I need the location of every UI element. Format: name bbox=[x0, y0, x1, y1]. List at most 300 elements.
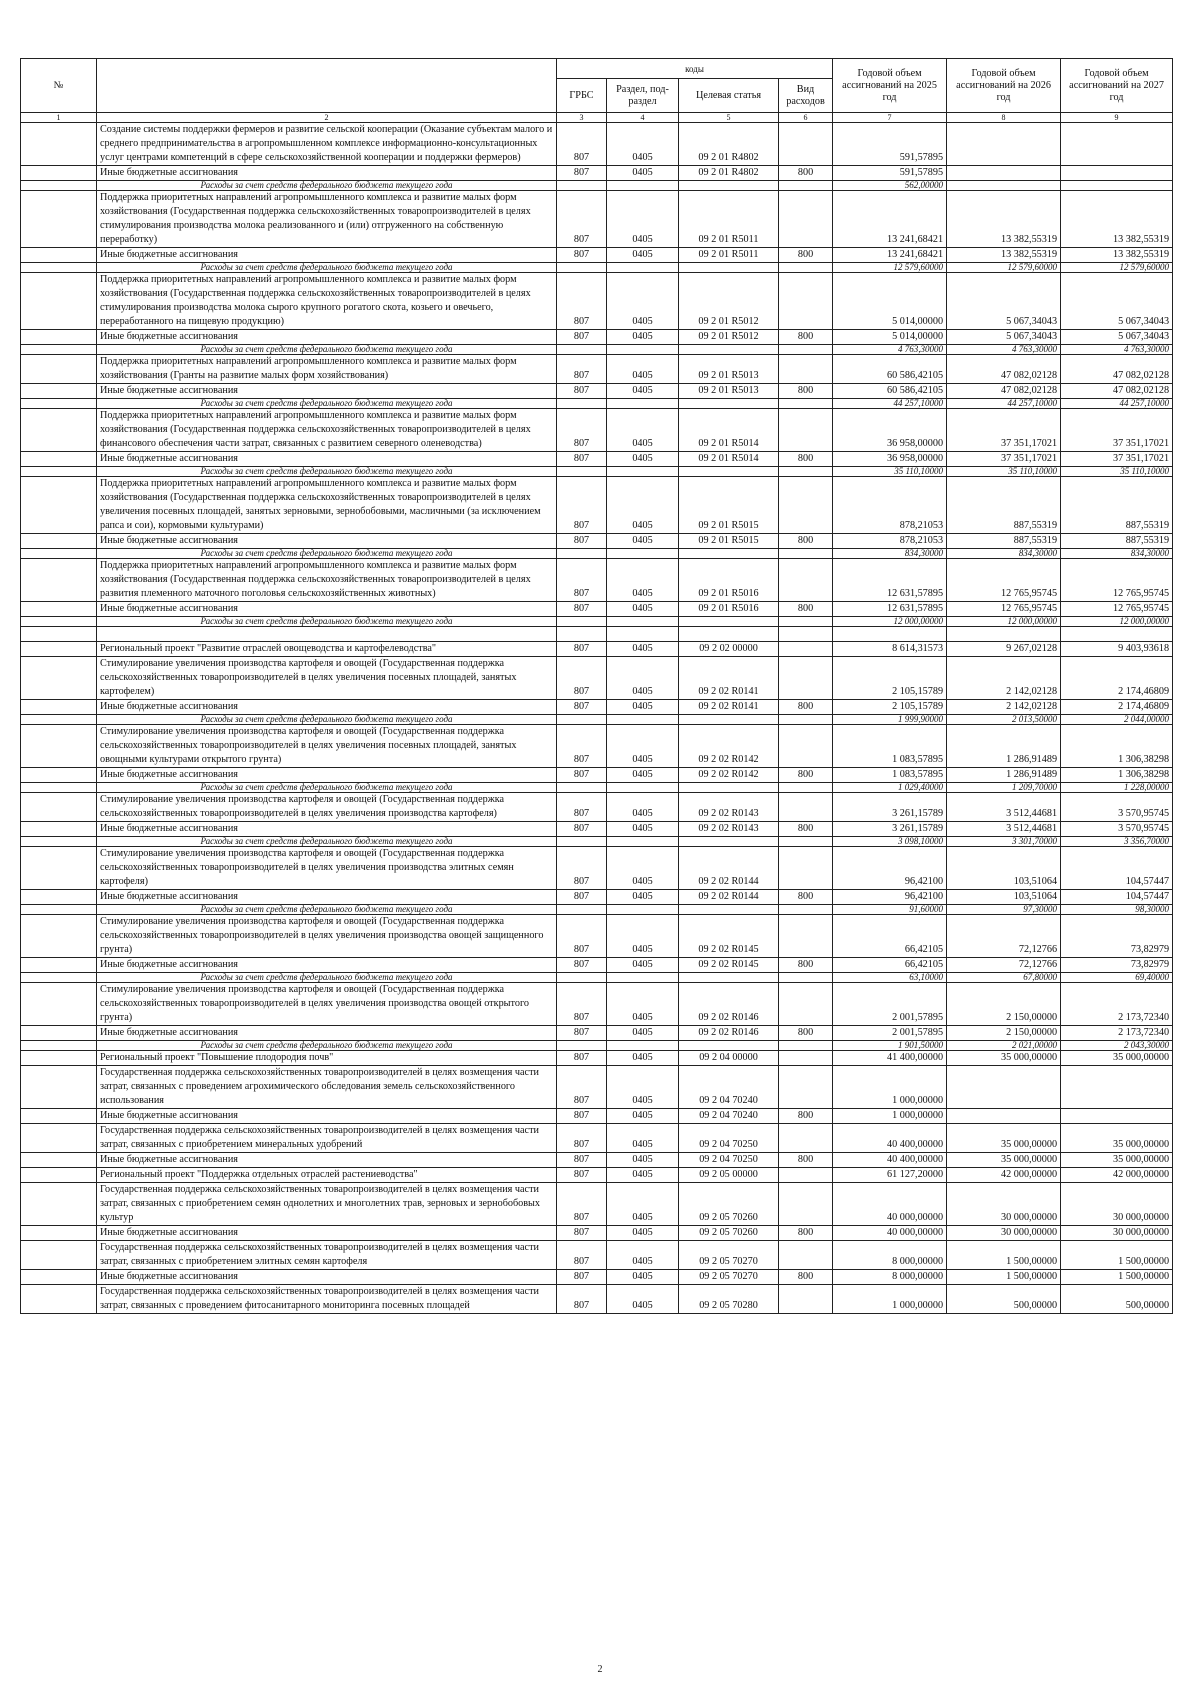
amount-2025: 40 000,00000 bbox=[833, 1183, 947, 1226]
amount-2025: 60 586,42105 bbox=[833, 355, 947, 384]
row-name: Создание системы поддержки фермеров и развитие сельской кооперации (Оказание субъектам малого и среднего предпринимательства в агропромышленном комплексе информационно-консультационных услуг центрами компетенций в сфере сельскохозяйственной кооперации и поддержки фермеров) bbox=[97, 123, 557, 166]
amount-2026: 1 286,91489 bbox=[947, 725, 1061, 768]
row-name: Государственная поддержка сельскохозяйственных товаропроизводителей в целях возмещения части затрат, связанных с проведением фитосанитарного мониторинга посевных площадей bbox=[97, 1285, 557, 1314]
amount-2027: 12 765,95745 bbox=[1061, 602, 1173, 617]
federal-budget-row bbox=[21, 837, 1173, 847]
empty-cell bbox=[779, 973, 833, 983]
row-number-cell bbox=[21, 559, 97, 602]
grbs-code: 807 bbox=[557, 330, 607, 345]
amount-2026: 3 512,44681 bbox=[947, 793, 1061, 822]
amount-2025: 36 958,00000 bbox=[833, 409, 947, 452]
razdel-code: 0405 bbox=[607, 1051, 679, 1066]
amount-2027: 37 351,17021 bbox=[1061, 409, 1173, 452]
row-name: Расходы за счет средств федерального бюджета текущего года bbox=[97, 263, 557, 273]
row-number-cell bbox=[21, 890, 97, 905]
amount-2026: 12 765,95745 bbox=[947, 602, 1061, 617]
budget-assignment-row bbox=[21, 534, 1173, 549]
empty-cell bbox=[779, 617, 833, 627]
amount-2027: 47 082,02128 bbox=[1061, 355, 1173, 384]
row-name: Стимулирование увеличения производства картофеля и овощей (Государственная поддержка сельскохозяйственных товаропроизводителей в целях увеличения производства картофеля) bbox=[97, 793, 557, 822]
expense-type-code: 800 bbox=[779, 768, 833, 783]
row-number-cell bbox=[21, 617, 97, 627]
expense-type-code bbox=[779, 1241, 833, 1270]
amount-2025: 96,42100 bbox=[833, 847, 947, 890]
row-number-cell bbox=[21, 355, 97, 384]
row-number-cell bbox=[21, 847, 97, 890]
amount-2025: 8 000,00000 bbox=[833, 1270, 947, 1285]
budget-item-row bbox=[21, 409, 1173, 452]
amount-2026: 2 021,00000 bbox=[947, 1041, 1061, 1051]
empty-cell bbox=[607, 263, 679, 273]
razdel-code: 0405 bbox=[607, 191, 679, 248]
row-name: Государственная поддержка сельскохозяйственных товаропроизводителей в целях возмещения части затрат, связанных с проведением агрохимического обследования земель сельскохозяйственного использования bbox=[97, 1066, 557, 1109]
amount-2025: 5 014,00000 bbox=[833, 273, 947, 330]
razdel-code: 0405 bbox=[607, 700, 679, 715]
amount-2026: 887,55319 bbox=[947, 477, 1061, 534]
amount-2027: 30 000,00000 bbox=[1061, 1226, 1173, 1241]
budget-item-row bbox=[21, 477, 1173, 534]
federal-budget-row bbox=[21, 1041, 1173, 1051]
amount-2027: 887,55319 bbox=[1061, 477, 1173, 534]
expense-type-code bbox=[779, 559, 833, 602]
row-name: Расходы за счет средств федерального бюджета текущего года bbox=[97, 549, 557, 559]
empty-cell bbox=[679, 715, 779, 725]
amount-2025: 5 014,00000 bbox=[833, 330, 947, 345]
empty-cell bbox=[557, 617, 607, 627]
header-num: № bbox=[21, 59, 97, 113]
column-number: 3 bbox=[557, 113, 607, 123]
row-number-cell bbox=[21, 905, 97, 915]
grbs-code: 807 bbox=[557, 477, 607, 534]
budget-allocation-table bbox=[20, 58, 1173, 1314]
expense-type-code bbox=[779, 1051, 833, 1066]
empty-cell bbox=[779, 837, 833, 847]
header-vid: Вид расходов bbox=[779, 79, 833, 113]
expense-type-code bbox=[779, 1168, 833, 1183]
federal-budget-row bbox=[21, 467, 1173, 477]
target-article-code: 09 2 01 R4802 bbox=[679, 123, 779, 166]
row-name: Иные бюджетные ассигнования bbox=[97, 1270, 557, 1285]
amount-2027: 37 351,17021 bbox=[1061, 452, 1173, 467]
empty-cell bbox=[779, 549, 833, 559]
empty-cell bbox=[779, 627, 833, 642]
budget-item-row bbox=[21, 1285, 1173, 1314]
empty-cell bbox=[557, 715, 607, 725]
row-name: Расходы за счет средств федерального бюджета текущего года bbox=[97, 345, 557, 355]
razdel-code: 0405 bbox=[607, 166, 679, 181]
column-number: 2 bbox=[97, 113, 557, 123]
target-article-code: 09 2 01 R5012 bbox=[679, 330, 779, 345]
razdel-code: 0405 bbox=[607, 452, 679, 467]
razdel-code: 0405 bbox=[607, 793, 679, 822]
empty-cell bbox=[607, 973, 679, 983]
razdel-code: 0405 bbox=[607, 559, 679, 602]
empty-cell bbox=[679, 467, 779, 477]
empty-cell bbox=[557, 263, 607, 273]
target-article-code: 09 2 02 R0141 bbox=[679, 700, 779, 715]
grbs-code: 807 bbox=[557, 1109, 607, 1124]
empty-cell bbox=[557, 973, 607, 983]
empty-cell bbox=[679, 617, 779, 627]
razdel-code: 0405 bbox=[607, 248, 679, 263]
row-name: Иные бюджетные ассигнования bbox=[97, 534, 557, 549]
row-name: Иные бюджетные ассигнования bbox=[97, 384, 557, 399]
row-name: Поддержка приоритетных направлений агропромышленного комплекса и развитие малых форм хозяйствования (Государственная поддержка сельскохозяйственных товаропроизводителей в целях развития племенного маточного поголовья сельскохозяйственных животных) bbox=[97, 559, 557, 602]
grbs-code: 807 bbox=[557, 1051, 607, 1066]
budget-assignment-row bbox=[21, 1226, 1173, 1241]
budget-assignment-row bbox=[21, 166, 1173, 181]
budget-item-row bbox=[21, 1051, 1173, 1066]
amount-2027: 12 765,95745 bbox=[1061, 559, 1173, 602]
row-number-cell bbox=[21, 1226, 97, 1241]
row-name: Государственная поддержка сельскохозяйственных товаропроизводителей в целях возмещения части затрат, связанных с приобретением минеральных удобрений bbox=[97, 1124, 557, 1153]
grbs-code: 807 bbox=[557, 1066, 607, 1109]
razdel-code: 0405 bbox=[607, 1124, 679, 1153]
amount-2027: 104,57447 bbox=[1061, 890, 1173, 905]
razdel-code: 0405 bbox=[607, 384, 679, 399]
row-number-cell bbox=[21, 1153, 97, 1168]
amount-2026: 35 000,00000 bbox=[947, 1124, 1061, 1153]
budget-assignment-row bbox=[21, 330, 1173, 345]
budget-item-row bbox=[21, 642, 1173, 657]
amount-2026: 72,12766 bbox=[947, 915, 1061, 958]
target-article-code: 09 2 02 R0143 bbox=[679, 793, 779, 822]
amount-2026: 9 267,02128 bbox=[947, 642, 1061, 657]
amount-2025: 1 901,50000 bbox=[833, 1041, 947, 1051]
column-number: 4 bbox=[607, 113, 679, 123]
grbs-code: 807 bbox=[557, 1241, 607, 1270]
expense-type-code: 800 bbox=[779, 452, 833, 467]
amount-2026: 12 579,60000 bbox=[947, 263, 1061, 273]
federal-budget-row bbox=[21, 345, 1173, 355]
amount-2026: 103,51064 bbox=[947, 847, 1061, 890]
amount-2025: 12 000,00000 bbox=[833, 617, 947, 627]
row-name: Иные бюджетные ассигнования bbox=[97, 890, 557, 905]
target-article-code: 09 2 01 R5011 bbox=[679, 191, 779, 248]
amount-2026: 1 500,00000 bbox=[947, 1270, 1061, 1285]
empty-cell bbox=[679, 783, 779, 793]
amount-2027: 2 174,46809 bbox=[1061, 700, 1173, 715]
target-article-code: 09 2 02 R0144 bbox=[679, 890, 779, 905]
target-article-code: 09 2 01 R5012 bbox=[679, 273, 779, 330]
empty-cell bbox=[607, 181, 679, 191]
row-number-cell bbox=[21, 1124, 97, 1153]
grbs-code: 807 bbox=[557, 1183, 607, 1226]
grbs-code: 807 bbox=[557, 1285, 607, 1314]
row-name: Расходы за счет средств федерального бюджета текущего года bbox=[97, 905, 557, 915]
amount-2025: 4 763,30000 bbox=[833, 345, 947, 355]
amount-2026: 834,30000 bbox=[947, 549, 1061, 559]
grbs-code: 807 bbox=[557, 983, 607, 1026]
amount-2025: 3 261,15789 bbox=[833, 793, 947, 822]
row-name: Иные бюджетные ассигнования bbox=[97, 602, 557, 617]
row-number-cell bbox=[21, 191, 97, 248]
amount-2025: 2 105,15789 bbox=[833, 700, 947, 715]
row-number-cell bbox=[21, 181, 97, 191]
razdel-code: 0405 bbox=[607, 1226, 679, 1241]
razdel-code: 0405 bbox=[607, 330, 679, 345]
amount-2026: 97,30000 bbox=[947, 905, 1061, 915]
amount-2027: 35 000,00000 bbox=[1061, 1124, 1173, 1153]
amount-2025: 834,30000 bbox=[833, 549, 947, 559]
amount-2027: 834,30000 bbox=[1061, 549, 1173, 559]
amount-2026: 35 000,00000 bbox=[947, 1051, 1061, 1066]
empty-cell bbox=[607, 399, 679, 409]
grbs-code: 807 bbox=[557, 1226, 607, 1241]
page-number: 2 bbox=[597, 1664, 603, 1675]
razdel-code: 0405 bbox=[607, 768, 679, 783]
amount-2027 bbox=[1061, 123, 1173, 166]
grbs-code: 807 bbox=[557, 958, 607, 973]
row-name: Иные бюджетные ассигнования bbox=[97, 1153, 557, 1168]
target-article-code: 09 2 05 70270 bbox=[679, 1270, 779, 1285]
grbs-code: 807 bbox=[557, 409, 607, 452]
target-article-code: 09 2 01 R5013 bbox=[679, 355, 779, 384]
row-name: Стимулирование увеличения производства картофеля и овощей (Государственная поддержка сельскохозяйственных товаропроизводителей в целях увеличения производства овощей открытого грунта) bbox=[97, 983, 557, 1026]
expense-type-code bbox=[779, 191, 833, 248]
expense-type-code bbox=[779, 847, 833, 890]
expense-type-code: 800 bbox=[779, 1153, 833, 1168]
row-number-cell bbox=[21, 983, 97, 1026]
header-tselevaya: Целевая статья bbox=[679, 79, 779, 113]
razdel-code: 0405 bbox=[607, 657, 679, 700]
federal-budget-row bbox=[21, 263, 1173, 273]
row-name: Иные бюджетные ассигнования bbox=[97, 768, 557, 783]
amount-2026: 67,80000 bbox=[947, 973, 1061, 983]
empty-cell bbox=[679, 973, 779, 983]
razdel-code: 0405 bbox=[607, 1241, 679, 1270]
target-article-code: 09 2 04 70250 bbox=[679, 1153, 779, 1168]
federal-budget-row bbox=[21, 399, 1173, 409]
amount-2025: 3 098,10000 bbox=[833, 837, 947, 847]
amount-2025: 1 083,57895 bbox=[833, 725, 947, 768]
table-header bbox=[21, 59, 1173, 123]
empty-cell bbox=[833, 627, 947, 642]
federal-budget-row bbox=[21, 715, 1173, 725]
budget-assignment-row bbox=[21, 768, 1173, 783]
amount-2027: 47 082,02128 bbox=[1061, 384, 1173, 399]
expense-type-code: 800 bbox=[779, 534, 833, 549]
row-number-cell bbox=[21, 700, 97, 715]
amount-2025: 3 261,15789 bbox=[833, 822, 947, 837]
grbs-code: 807 bbox=[557, 700, 607, 715]
amount-2026: 37 351,17021 bbox=[947, 409, 1061, 452]
column-numbers-row bbox=[21, 113, 1173, 123]
federal-budget-row bbox=[21, 783, 1173, 793]
budget-assignment-row bbox=[21, 602, 1173, 617]
empty-cell bbox=[679, 549, 779, 559]
row-number-cell bbox=[21, 783, 97, 793]
amount-2027 bbox=[1061, 1066, 1173, 1109]
razdel-code: 0405 bbox=[607, 602, 679, 617]
budget-item-row bbox=[21, 273, 1173, 330]
razdel-code: 0405 bbox=[607, 409, 679, 452]
row-name: Иные бюджетные ассигнования bbox=[97, 166, 557, 181]
razdel-code: 0405 bbox=[607, 477, 679, 534]
amount-2027: 3 570,95745 bbox=[1061, 793, 1173, 822]
amount-2025: 2 001,57895 bbox=[833, 983, 947, 1026]
amount-2027: 35 000,00000 bbox=[1061, 1153, 1173, 1168]
row-name: Поддержка приоритетных направлений агропромышленного комплекса и развитие малых форм хозяйствования (Государственная поддержка сельскохозяйственных товаропроизводителей в целях финансового обеспечения части затрат, связанных с развитием северного оленеводства) bbox=[97, 409, 557, 452]
expense-type-code bbox=[779, 915, 833, 958]
target-article-code: 09 2 02 R0141 bbox=[679, 657, 779, 700]
row-name: Иные бюджетные ассигнования bbox=[97, 248, 557, 263]
grbs-code: 807 bbox=[557, 166, 607, 181]
amount-2025: 91,60000 bbox=[833, 905, 947, 915]
budget-item-row bbox=[21, 1241, 1173, 1270]
amount-2025: 2 105,15789 bbox=[833, 657, 947, 700]
header-2027: Годовой объем ассигнований на 2027 год bbox=[1061, 59, 1173, 113]
row-name: Поддержка приоритетных направлений агропромышленного комплекса и развитие малых форм хозяйствования (Государственная поддержка сельскохозяйственных товаропроизводителей в целях стимулирования производства молока реализованного и (или) отгруженного на собственную переработку) bbox=[97, 191, 557, 248]
grbs-code: 807 bbox=[557, 1153, 607, 1168]
target-article-code: 09 2 02 00000 bbox=[679, 642, 779, 657]
target-article-code: 09 2 01 R5014 bbox=[679, 409, 779, 452]
row-number-cell bbox=[21, 1051, 97, 1066]
amount-2026: 42 000,00000 bbox=[947, 1168, 1061, 1183]
empty-cell bbox=[557, 1041, 607, 1051]
amount-2027: 98,30000 bbox=[1061, 905, 1173, 915]
target-article-code: 09 2 02 R0144 bbox=[679, 847, 779, 890]
amount-2026: 1 500,00000 bbox=[947, 1241, 1061, 1270]
amount-2026: 47 082,02128 bbox=[947, 384, 1061, 399]
razdel-code: 0405 bbox=[607, 725, 679, 768]
row-number-cell bbox=[21, 384, 97, 399]
target-article-code: 09 2 02 R0146 bbox=[679, 983, 779, 1026]
row-name: Расходы за счет средств федерального бюджета текущего года bbox=[97, 467, 557, 477]
empty-cell bbox=[679, 181, 779, 191]
grbs-code: 807 bbox=[557, 768, 607, 783]
target-article-code: 09 2 05 00000 bbox=[679, 1168, 779, 1183]
row-number-cell bbox=[21, 1270, 97, 1285]
amount-2025: 41 400,00000 bbox=[833, 1051, 947, 1066]
row-number-cell bbox=[21, 467, 97, 477]
row-number-cell bbox=[21, 549, 97, 559]
row-number-cell bbox=[21, 1241, 97, 1270]
amount-2026 bbox=[947, 1066, 1061, 1109]
expense-type-code: 800 bbox=[779, 890, 833, 905]
budget-item-row bbox=[21, 123, 1173, 166]
grbs-code: 807 bbox=[557, 273, 607, 330]
grbs-code: 807 bbox=[557, 890, 607, 905]
expense-type-code bbox=[779, 725, 833, 768]
row-number-cell bbox=[21, 973, 97, 983]
row-number-cell bbox=[21, 330, 97, 345]
empty-cell bbox=[607, 715, 679, 725]
amount-2027: 1 306,38298 bbox=[1061, 768, 1173, 783]
row-name: Расходы за счет средств федерального бюджета текущего года bbox=[97, 1041, 557, 1051]
amount-2025: 35 110,10000 bbox=[833, 467, 947, 477]
target-article-code: 09 2 01 R5015 bbox=[679, 534, 779, 549]
budget-item-row bbox=[21, 1066, 1173, 1109]
expense-type-code: 800 bbox=[779, 166, 833, 181]
amount-2027: 35 000,00000 bbox=[1061, 1051, 1173, 1066]
empty-cell bbox=[607, 905, 679, 915]
budget-item-row bbox=[21, 725, 1173, 768]
row-name: Стимулирование увеличения производства картофеля и овощей (Государственная поддержка сельскохозяйственных товаропроизводителей в целях увеличения производства элитных семян картофеля) bbox=[97, 847, 557, 890]
amount-2025: 2 001,57895 bbox=[833, 1026, 947, 1041]
empty-cell bbox=[779, 399, 833, 409]
amount-2025: 878,21053 bbox=[833, 477, 947, 534]
empty-cell bbox=[679, 263, 779, 273]
amount-2025: 36 958,00000 bbox=[833, 452, 947, 467]
expense-type-code: 800 bbox=[779, 958, 833, 973]
expense-type-code: 800 bbox=[779, 1109, 833, 1124]
amount-2025: 1 000,00000 bbox=[833, 1285, 947, 1314]
razdel-code: 0405 bbox=[607, 355, 679, 384]
row-number-cell bbox=[21, 1285, 97, 1314]
amount-2026: 5 067,34043 bbox=[947, 330, 1061, 345]
amount-2027: 5 067,34043 bbox=[1061, 330, 1173, 345]
budget-item-row bbox=[21, 793, 1173, 822]
row-name: Иные бюджетные ассигнования bbox=[97, 700, 557, 715]
amount-2027: 104,57447 bbox=[1061, 847, 1173, 890]
expense-type-code bbox=[779, 409, 833, 452]
header-name bbox=[97, 59, 557, 113]
empty-cell bbox=[557, 783, 607, 793]
row-name: Государственная поддержка сельскохозяйственных товаропроизводителей в целях возмещения части затрат, связанных с приобретением элитных семян картофеля bbox=[97, 1241, 557, 1270]
row-name: Расходы за счет средств федерального бюджета текущего года bbox=[97, 973, 557, 983]
budget-item-row bbox=[21, 915, 1173, 958]
empty-cell bbox=[779, 263, 833, 273]
budget-assignment-row bbox=[21, 384, 1173, 399]
razdel-code: 0405 bbox=[607, 1285, 679, 1314]
amount-2025: 40 400,00000 bbox=[833, 1153, 947, 1168]
row-name: Региональный проект "Повышение плодородия почв" bbox=[97, 1051, 557, 1066]
grbs-code: 807 bbox=[557, 248, 607, 263]
amount-2026 bbox=[947, 123, 1061, 166]
empty-cell bbox=[557, 837, 607, 847]
amount-2027: 12 579,60000 bbox=[1061, 263, 1173, 273]
amount-2026: 103,51064 bbox=[947, 890, 1061, 905]
budget-item-row bbox=[21, 1168, 1173, 1183]
amount-2027: 30 000,00000 bbox=[1061, 1183, 1173, 1226]
razdel-code: 0405 bbox=[607, 1168, 679, 1183]
row-name: Поддержка приоритетных направлений агропромышленного комплекса и развитие малых форм хозяйствования (Государственная поддержка сельскохозяйственных товаропроизводителей в целях стимулирования производства молока сырого крупного рогатого скота, козьего и овечьего, переработанного на пищевую продукцию) bbox=[97, 273, 557, 330]
amount-2026: 1 209,70000 bbox=[947, 783, 1061, 793]
row-number-cell bbox=[21, 793, 97, 822]
amount-2026: 12 000,00000 bbox=[947, 617, 1061, 627]
grbs-code: 807 bbox=[557, 384, 607, 399]
row-name: Иные бюджетные ассигнования bbox=[97, 1026, 557, 1041]
empty-cell bbox=[779, 181, 833, 191]
target-article-code: 09 2 01 R5011 bbox=[679, 248, 779, 263]
razdel-code: 0405 bbox=[607, 534, 679, 549]
amount-2025: 1 000,00000 bbox=[833, 1109, 947, 1124]
expense-type-code bbox=[779, 123, 833, 166]
grbs-code: 807 bbox=[557, 1168, 607, 1183]
empty-cell bbox=[947, 627, 1061, 642]
row-number-cell bbox=[21, 1183, 97, 1226]
expense-type-code bbox=[779, 273, 833, 330]
amount-2025: 591,57895 bbox=[833, 123, 947, 166]
amount-2025: 13 241,68421 bbox=[833, 248, 947, 263]
target-article-code: 09 2 02 R0145 bbox=[679, 958, 779, 973]
amount-2026: 72,12766 bbox=[947, 958, 1061, 973]
row-number-cell bbox=[21, 1026, 97, 1041]
row-name: Расходы за счет средств федерального бюджета текущего года bbox=[97, 837, 557, 847]
amount-2025: 12 631,57895 bbox=[833, 602, 947, 617]
amount-2027: 1 500,00000 bbox=[1061, 1241, 1173, 1270]
empty-cell bbox=[21, 627, 97, 642]
expense-type-code bbox=[779, 1066, 833, 1109]
column-number: 8 bbox=[947, 113, 1061, 123]
table-body bbox=[21, 123, 1173, 1314]
empty-cell bbox=[779, 1041, 833, 1051]
amount-2027: 12 000,00000 bbox=[1061, 617, 1173, 627]
budget-assignment-row bbox=[21, 822, 1173, 837]
grbs-code: 807 bbox=[557, 123, 607, 166]
empty-cell bbox=[607, 783, 679, 793]
